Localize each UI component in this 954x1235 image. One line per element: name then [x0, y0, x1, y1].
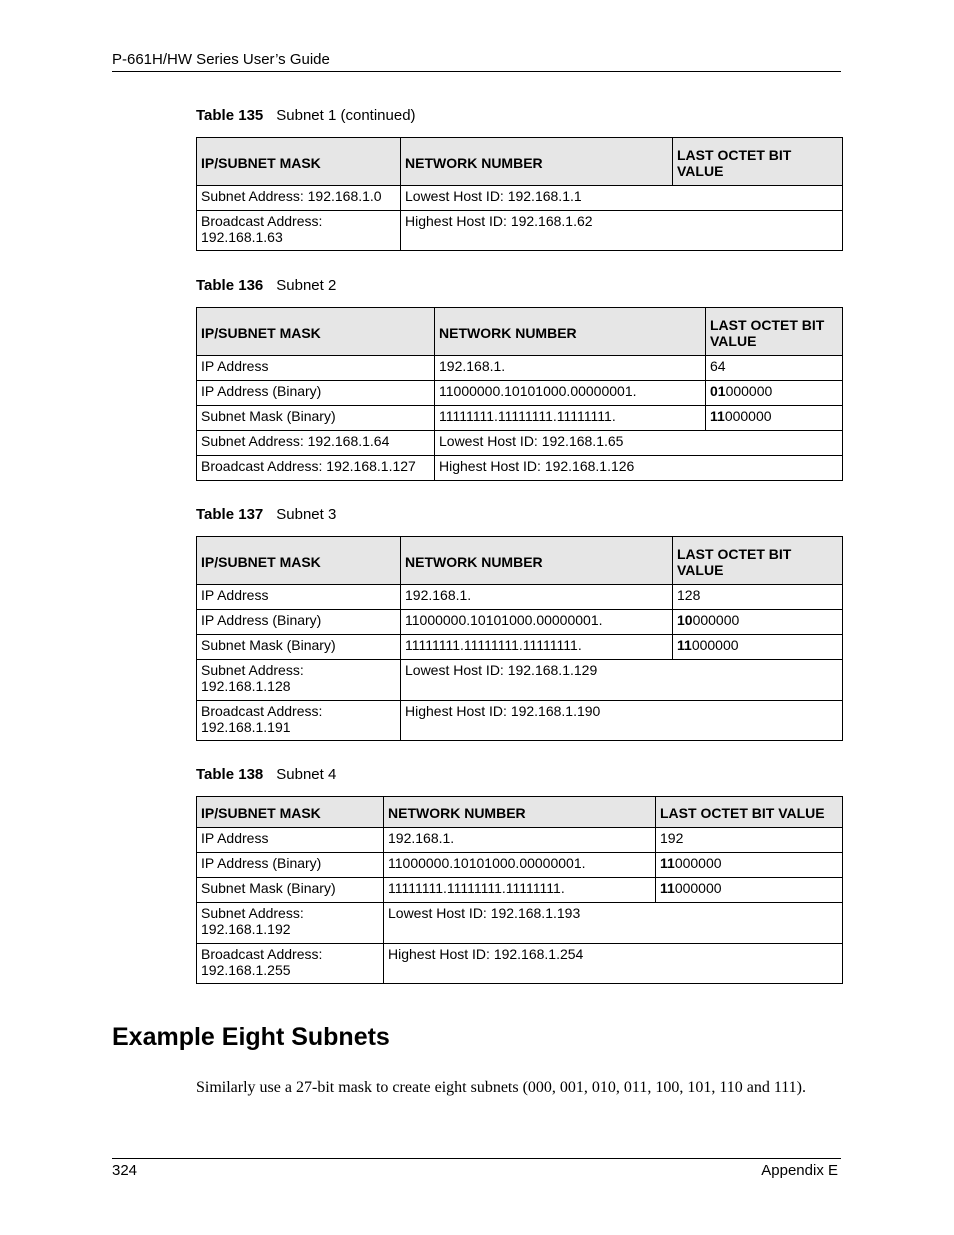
footer-rule: [112, 1158, 841, 1159]
column-header: NETWORK NUMBER: [435, 308, 706, 356]
table-cell: 11000000.10101000.00000001.: [435, 381, 706, 406]
table-row: [197, 186, 843, 211]
table-cell: Highest Host ID: 192.168.1.126: [435, 456, 843, 481]
table-cell: [656, 853, 843, 878]
table-cell: Broadcast Address: 192.168.1.127: [197, 456, 435, 481]
table-row: [197, 853, 843, 878]
table-number: Table 138: [196, 766, 264, 783]
table-cell: IP Address: [197, 356, 435, 381]
subnet-table: [196, 796, 843, 984]
table-cell: 128: [673, 585, 843, 610]
table-row: [197, 660, 843, 701]
footer-section: Appendix E: [761, 1162, 838, 1179]
table-cell: Broadcast Address: 192.168.1.255: [197, 944, 384, 984]
table-cell: Broadcast Address: 192.168.1.63: [197, 211, 401, 251]
table-cell: IP Address: [197, 828, 384, 853]
table-row: [197, 211, 843, 251]
table-row: [197, 635, 843, 660]
subnet-bits: 01: [710, 383, 726, 399]
table-cell: [706, 381, 843, 406]
subnet-bits: 11: [710, 408, 725, 424]
table-cell: Subnet Mask (Binary): [197, 635, 401, 660]
table-cell: IP Address (Binary): [197, 381, 435, 406]
table-row: [197, 381, 843, 406]
table-cell: Subnet Address: 192.168.1.128: [197, 660, 401, 701]
table-cell: 192.168.1.: [384, 828, 656, 853]
table-row: [197, 828, 843, 853]
table-cell: Highest Host ID: 192.168.1.254: [384, 944, 843, 984]
table-row: [197, 356, 843, 381]
column-header: IP/SUBNET MASK: [197, 138, 401, 186]
table-cell: Lowest Host ID: 192.168.1.193: [384, 903, 843, 944]
subnet-bits: 10: [677, 612, 693, 628]
header-rule: [112, 71, 841, 72]
table-number: Table 135: [196, 107, 264, 124]
table-cell: IP Address (Binary): [197, 610, 401, 635]
table-caption: [196, 277, 336, 294]
table-cell: [673, 610, 843, 635]
host-bits: 000000: [692, 612, 740, 628]
table-cell: 11111111.11111111.11111111.: [435, 406, 706, 431]
column-header: IP/SUBNET MASK: [197, 537, 401, 585]
table-cell: Highest Host ID: 192.168.1.62: [401, 211, 843, 251]
table-title: Subnet 3: [276, 506, 337, 523]
table-cell: IP Address (Binary): [197, 853, 384, 878]
table-caption: [196, 766, 336, 783]
table-number: Table 137: [196, 506, 264, 523]
subnet-table: [196, 536, 843, 741]
host-bits: 000000: [674, 855, 722, 871]
table-number: Table 136: [196, 277, 264, 294]
host-bits: 000000: [724, 408, 772, 424]
table-title: Subnet 2: [276, 277, 337, 294]
table-row: [197, 406, 843, 431]
table-caption: [196, 107, 416, 124]
table-cell: IP Address: [197, 585, 401, 610]
running-header: P-661H/HW Series User’s Guide: [112, 51, 330, 68]
table-cell: Broadcast Address: 192.168.1.191: [197, 701, 401, 741]
page-number: 324: [112, 1162, 138, 1179]
subnet-table: [196, 307, 843, 481]
column-header: IP/SUBNET MASK: [197, 308, 435, 356]
table-row: [197, 456, 843, 481]
table-cell: Lowest Host ID: 192.168.1.129: [401, 660, 843, 701]
table-cell: 192.168.1.: [401, 585, 673, 610]
section-heading: Example Eight Subnets: [112, 1023, 390, 1051]
host-bits: 000000: [725, 383, 773, 399]
column-header: LAST OCTET BIT VALUE: [706, 308, 843, 356]
table-cell: Subnet Address: 192.168.1.64: [197, 431, 435, 456]
table-caption: [196, 506, 336, 523]
table-row: [197, 431, 843, 456]
subnet-bits: 11: [660, 880, 675, 896]
subnet-bits: 11: [660, 855, 675, 871]
table-cell: 192.168.1.: [435, 356, 706, 381]
table-cell: [706, 406, 843, 431]
host-bits: 000000: [691, 637, 739, 653]
column-header: LAST OCTET BIT VALUE: [673, 537, 843, 585]
table-title: Subnet 1 (continued): [276, 107, 416, 124]
table-row: [197, 585, 843, 610]
table-row: [197, 610, 843, 635]
table-title: Subnet 4: [276, 766, 337, 783]
column-header: NETWORK NUMBER: [401, 138, 673, 186]
table-cell: [656, 878, 843, 903]
table-cell: 11000000.10101000.00000001.: [401, 610, 673, 635]
table-row: [197, 903, 843, 944]
table-row: [197, 701, 843, 741]
host-bits: 000000: [674, 880, 722, 896]
table-cell: Subnet Mask (Binary): [197, 878, 384, 903]
column-header: LAST OCTET BIT VALUE: [656, 797, 843, 828]
table-row: [197, 944, 843, 984]
subnet-table: [196, 137, 843, 251]
table-cell: Subnet Mask (Binary): [197, 406, 435, 431]
table-cell: Highest Host ID: 192.168.1.190: [401, 701, 843, 741]
table-cell: 11111111.11111111.11111111.: [401, 635, 673, 660]
column-header: IP/SUBNET MASK: [197, 797, 384, 828]
column-header: NETWORK NUMBER: [401, 537, 673, 585]
subnet-bits: 11: [677, 637, 692, 653]
body-paragraph: Similarly use a 27-bit mask to create eight subnets (000, 001, 010, 011, 100, 101, 110 and 111).: [196, 1079, 806, 1096]
table-cell: Lowest Host ID: 192.168.1.1: [401, 186, 843, 211]
table-cell: Subnet Address: 192.168.1.0: [197, 186, 401, 211]
column-header: LAST OCTET BIT VALUE: [673, 138, 843, 186]
table-cell: 11111111.11111111.11111111.: [384, 878, 656, 903]
column-header: NETWORK NUMBER: [384, 797, 656, 828]
table-cell: 192: [656, 828, 843, 853]
table-row: [197, 878, 843, 903]
table-cell: 64: [706, 356, 843, 381]
table-cell: [673, 635, 843, 660]
table-cell: Subnet Address: 192.168.1.192: [197, 903, 384, 944]
table-cell: Lowest Host ID: 192.168.1.65: [435, 431, 843, 456]
table-cell: 11000000.10101000.00000001.: [384, 853, 656, 878]
